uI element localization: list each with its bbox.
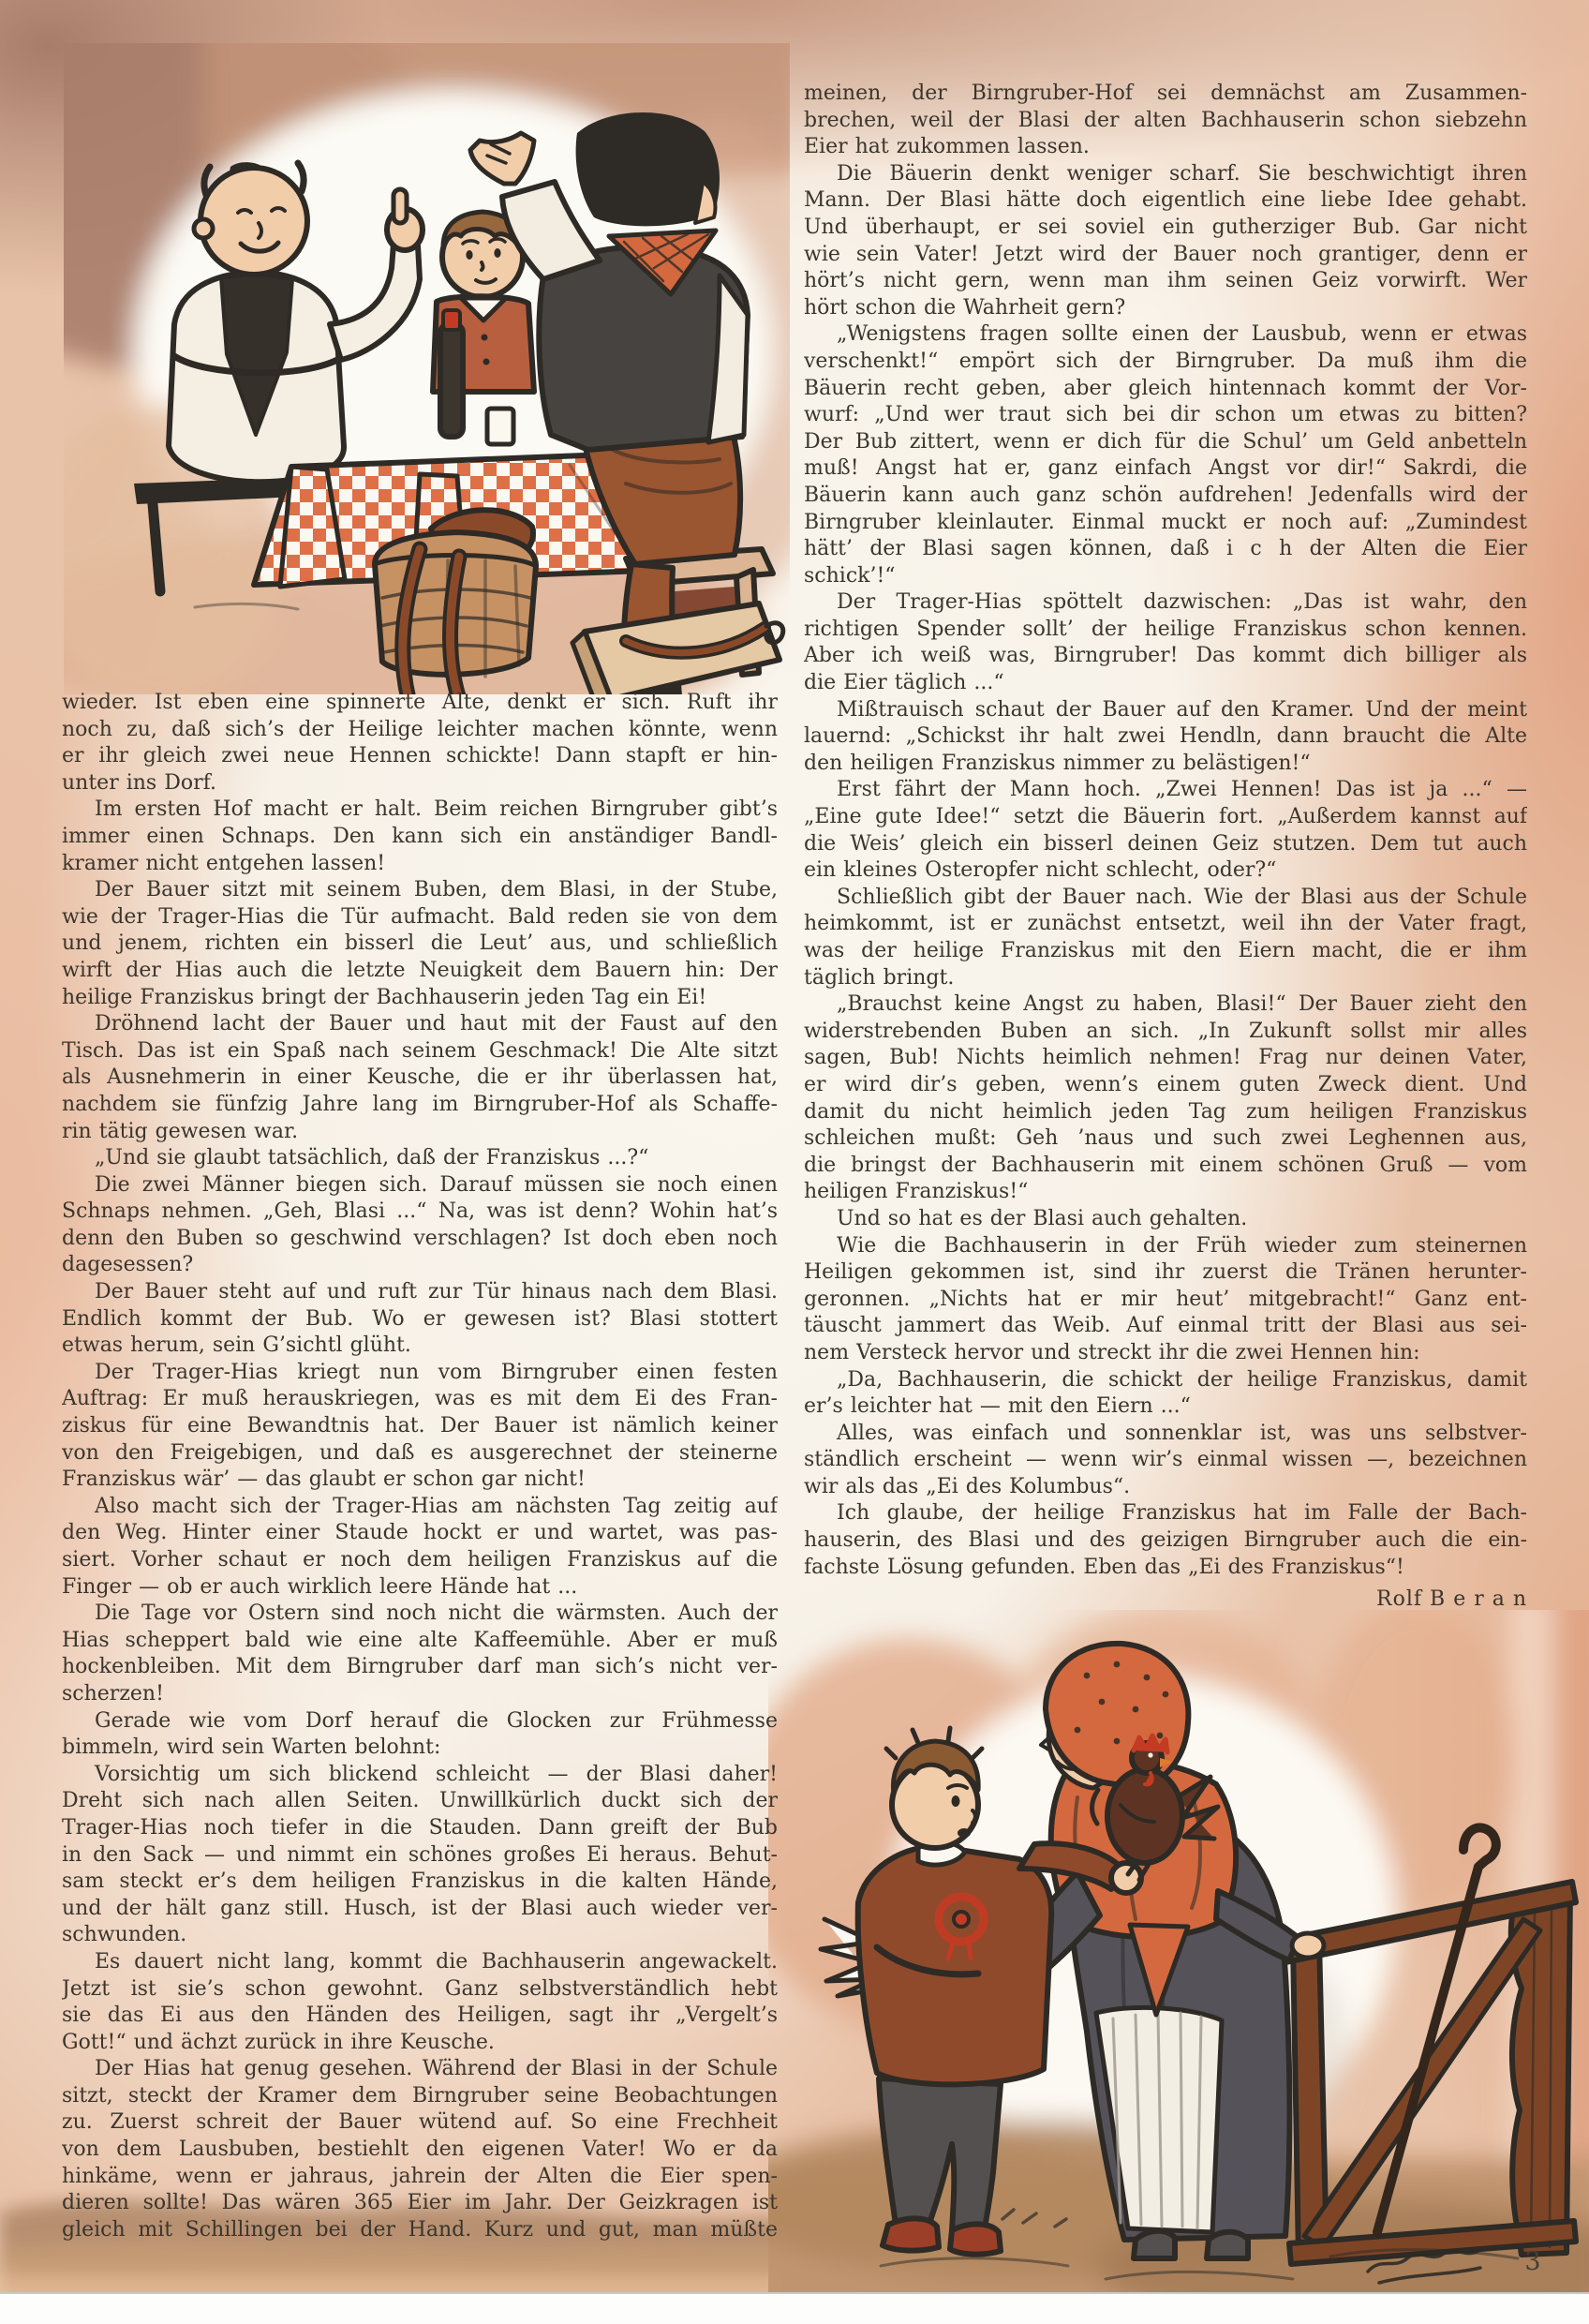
text-line: den heiligen Franziskus nimmer zu belästigen!“ — [804, 751, 1311, 775]
text-line: sam steckt er’s dem heiligen Franziskus in die kalten Hände, — [62, 1870, 778, 1894]
text-line: lauernd: „Schickst ihr halt zwei Hendln, dann braucht die Alte — [804, 724, 1527, 749]
text-line: Gerade wie vom Dorf herauf die Glocken zur Frühmesse — [95, 1708, 778, 1733]
text-line: Auftrag: Er muß herauskriegen, was es mit dem Ei des Fran- — [62, 1387, 778, 1411]
text-line: Tisch. Das ist ein Spaß nach seinem Geschmack! Die Alte sitzt — [62, 1038, 778, 1063]
text-line: heilige Franziskus bringt der Bachhauserin jeden Tag ein Ei! — [62, 985, 707, 1009]
text-line: Die Bäuerin denkt weniger scharf. Sie beschwichtigt ihren — [837, 161, 1527, 186]
text-line: Mißtrauisch schaut der Bauer auf den Kramer. Und der meint — [837, 697, 1527, 722]
text-line: Finger — ob er auch wirklich leere Hände hat ... — [62, 1574, 578, 1599]
text-line: wie der Trager-Hias die Tür aufmacht. Bald reden sie von dem — [62, 904, 778, 929]
text-line: immer einen Schnaps. Den kann sich ein anständiger Bandl- — [62, 824, 778, 848]
text-line: Es dauert nicht lang, kommt die Bachhauserin angewackelt. — [95, 1949, 778, 1974]
text-line: Der Trager-Hias spöttelt dazwischen: „Das ist wahr, den — [837, 590, 1527, 615]
text-line: und der hält ganz still. Husch, ist der Blasi auch wieder ver- — [62, 1896, 778, 1920]
text-line: fachste Lösung gefunden. Eben das „Ei des Franziskus“! — [804, 1555, 1404, 1579]
text-line: Erst fährt der Mann hoch. „Zwei Hennen! Das ist ja ...“ — — [837, 778, 1527, 802]
text-line: Und so hat es der Blasi auch gehalten. — [837, 1206, 1248, 1230]
text-line: geronnen. „Nichts hat er mir heut’ mitgebracht!“ Ganz ent- — [804, 1287, 1527, 1311]
text-line: „Brauchst keine Angst zu haben, Blasi!“ Der Bauer zieht den — [837, 992, 1527, 1017]
text-line: den Weg. Hinter einer Staude hockt er und wartet, was pas- — [62, 1521, 778, 1545]
page-number: 3 — [1524, 2247, 1541, 2276]
text-line: Alles, was einfach und sonnenklar ist, was uns selbstver- — [837, 1421, 1527, 1445]
text-line: wir als das „Ei des Kolumbus“. — [804, 1474, 1131, 1498]
text-line: unter ins Dorf. — [62, 770, 216, 795]
text-line: Der Bauer steht auf und ruft zur Tür hinaus nach dem Blasi. — [95, 1280, 778, 1304]
text-line: hauserin, des Blasi und des geizigen Birngruber auch die ein- — [804, 1528, 1527, 1553]
text-line: sitzt, steckt der Kramer dem Birngruber seine Beobachtungen — [62, 2083, 778, 2108]
text-line: noch zu, daß sich’s der Heilige leichter machen könnte, wenn — [62, 717, 778, 741]
text-line: was der heilige Franziskus mit den Eiern macht, die er ihm — [804, 939, 1527, 962]
text-line: dieren sollte! Das wären 365 Eier im Jahr. Der Geizkragen ist — [62, 2191, 778, 2215]
text-line: schick’!“ — [804, 563, 896, 588]
text-line: von dem Lausbuben, bestiehlt den eigenen Vater! Wo er da — [62, 2138, 778, 2162]
text-line: Im ersten Hof macht er halt. Beim reichen Birngruber gibt’s — [95, 797, 778, 822]
text-line: „Wenigstens fragen sollte einen der Lausbub, wenn er etwas — [837, 322, 1527, 347]
text-line: richtigen Spender sollt’ der heilige Franziskus schon kennen. — [804, 617, 1527, 641]
text-line: „Da, Bachhauserin, die schickt der heilige Franziskus, damit — [837, 1367, 1527, 1392]
text-line: widerstrebenden Buben an sich. „In Zukunft sollst mir alles — [804, 1019, 1527, 1043]
text-line: Eier hat zukommen lassen. — [804, 135, 1090, 159]
text-line: Aber ich weiß was, Birngruber! Das kommt dich billiger als — [804, 644, 1527, 668]
text-line: ständlich erscheint — wenn wir’s einmal wissen —, bezeichnen — [804, 1448, 1527, 1472]
text-line: die Eier täglich ...“ — [804, 671, 1004, 695]
text-line: rin tätig gewesen war. — [62, 1119, 299, 1143]
text-line: etwas herum, sein G’sichtl glüht. — [62, 1333, 411, 1358]
text-line: verschenkt!“ empört sich der Birngruber. Da muß ihm die — [804, 349, 1527, 373]
text-line: Der Hias hat genug gesehen. Während der Blasi in der Schule — [95, 2057, 778, 2081]
text-line: Dröhnend lacht der Bauer und haut mit der Faust auf den — [95, 1012, 778, 1036]
text-line: und jenem, richten ein bisserl die Leut’ aus, und schließlich — [62, 931, 778, 956]
text-line: gleich mit Schillingen bei der Hand. Kurz und gut, man müßte — [62, 2217, 778, 2242]
text-line: Wie die Bachhauserin in der Früh wieder zum steinernen — [837, 1233, 1527, 1258]
right-text-column — [804, 81, 1527, 1581]
author-signature: Rolf B e r a n — [1376, 1587, 1527, 1611]
text-line: brechen, weil der Blasi der alten Bachhauserin schon siebzehn — [804, 108, 1527, 132]
text-line: Bäuerin kann auch ganz schön aufdrehen! Jedenfalls wird der — [804, 483, 1527, 507]
text-line: Jetzt ist sie’s schon gewohnt. Ganz selbstverständlich hebt — [62, 1976, 778, 2001]
text-line: Ich glaube, der heilige Franziskus hat im Falle der Bach- — [837, 1501, 1527, 1526]
text-line: wurf: „Und wer traut sich bei dir schon um etwas zu bitten? — [804, 403, 1527, 427]
text-line: täglich bringt. — [804, 965, 955, 990]
text-line: Die zwei Männer biegen sich. Darauf müssen sie noch einen — [95, 1172, 778, 1197]
bottom-scan-margin — [0, 2292, 1589, 2324]
text-line: Gott!“ und ächzt zurück in ihre Keusche. — [62, 2030, 495, 2054]
text-line: wieder. Ist eben eine spinnerte Alte, denkt er sich. Ruft ihr — [62, 691, 778, 714]
text-line: „Eine gute Idee!“ setzt die Bäuerin fort. „Außerdem kannst auf — [804, 805, 1527, 829]
text-line: Franziskus wär’ — das glaubt er schon gar nicht! — [62, 1467, 586, 1492]
text-line: Vorsichtig um sich blickend schleicht — der Blasi daher! — [95, 1762, 778, 1786]
text-line: Und überhaupt, er sei soviel ein gutherziger Bub. Gar nicht — [804, 215, 1527, 239]
text-line: Mann. Der Blasi hätte doch eigentlich eine liebe Idee gehabt. — [804, 188, 1527, 213]
text-line: Schnaps nehmen. „Geh, Blasi ...“ Na, was ist denn? Wohin hat’s — [62, 1199, 778, 1224]
text-line: damit du nicht heimlich jeden Tag zum heiligen Franziskus — [804, 1099, 1527, 1124]
text-line: hinkäme, wenn er jahraus, jahrein der Alten die Eier spen- — [62, 2164, 778, 2188]
text-line: die Weis’ gleich ein bisserl deinen Geiz stutzen. Dem tut auch — [804, 831, 1527, 856]
text-line: ein kleines Osteropfer nicht schlecht, oder?“ — [804, 858, 1277, 883]
text-line: nachdem sie fünfzig Jahre lang im Birngruber-Hof als Schaffe- — [62, 1092, 778, 1116]
text-line: Trager-Hias noch tiefer in die Stauden. Dann greift der Bub — [62, 1815, 778, 1840]
text-line: Dreht sich nach allen Seiten. Unwillkürlich duckt sich der — [62, 1789, 778, 1813]
text-line: scherzen! — [62, 1681, 164, 1706]
text-line: er wird dir’s geben, wenn’s einem guten Zweck dient. Und — [804, 1072, 1527, 1096]
text-line: Bäuerin recht geben, aber gleich hintennach kommt der Vor- — [804, 376, 1527, 400]
text-line: sie das Ei aus den Händen des Heiligen, sagt ihr „Vergelt’s — [62, 2004, 778, 2028]
text-line: wie sein Vater! Jetzt wird der Bauer noch grantiger, denn er — [804, 242, 1527, 266]
text-line: täuscht jammert das Weib. Auf einmal tritt der Blasi aus sei- — [804, 1314, 1527, 1338]
text-line: Hias scheppert bald wie eine alte Kaffeemühle. Aber er muß — [62, 1628, 778, 1652]
text-line: Endlich kommt der Bub. Wo er gewesen ist? Blasi stottert — [62, 1306, 778, 1331]
text-line: hockenbleiben. Mit dem Birngruber darf man sich’s nicht ver- — [62, 1655, 778, 1679]
text-line: Der Trager-Hias kriegt nun vom Birngruber einen festen — [95, 1360, 778, 1384]
text-line: schwunden. — [62, 1923, 187, 1947]
text-line: dagesessen? — [62, 1253, 194, 1277]
text-line: nem Versteck hervor und streckt ihr die zwei Hennen hin: — [804, 1340, 1420, 1364]
text-line: hätt’ der Blasi sagen können, daß i c h der Alten die Eier — [804, 537, 1527, 561]
bottom-illustration — [768, 1610, 1589, 2308]
top-illustration — [64, 43, 790, 694]
text-line: von den Freigebigen, und daß es ausgerechnet der steinerne — [62, 1440, 778, 1465]
text-line: Schließlich gibt der Bauer nach. Wie der Blasi aus der Schule — [837, 885, 1527, 909]
text-line: Birngruber kleinlauter. Einmal muckt er noch auf: „Zumindest — [804, 510, 1527, 534]
text-line: bimmeln, wird sein Warten belohnt: — [62, 1736, 441, 1760]
text-line: kramer nicht entgehen lassen! — [62, 851, 386, 875]
text-line: siert. Vorher schaut er noch dem heiligen Franziskus auf die — [62, 1548, 778, 1572]
text-line: er’s leichter hat — mit den Eiern ...“ — [804, 1394, 1191, 1419]
text-line: Der Bauer sitzt mit seinem Buben, dem Blasi, in der Stube, — [95, 878, 778, 902]
text-line: Die Tage vor Ostern sind noch nicht die wärmsten. Auch der — [95, 1601, 778, 1626]
text-line: schleichen mußt: Geh ’naus und such zwei Leghennen aus, — [804, 1126, 1527, 1151]
text-line: heimkommt, ist er zunächst entsetzt, weil ihn der Vater fragt, — [804, 912, 1527, 936]
text-line: muß! Angst hat er, ganz einfach Angst vor dir!“ Sakrdi, die — [804, 456, 1527, 481]
text-line: die bringst der Bachhauserin mit einem schönen Gruß — vom — [804, 1153, 1527, 1177]
text-line: Der Bub zittert, wenn er dich für die Schul’ um Geld anbetteln — [804, 429, 1527, 454]
text-line: er ihr gleich zwei neue Hennen schickte! Dann stapft er hin- — [62, 744, 778, 768]
text-line: ziskus für eine Bewandtnis hat. Der Bauer ist nämlich keiner — [62, 1414, 778, 1438]
left-text-column — [62, 690, 778, 2243]
text-line: in den Sack — und nimmt ein schönes großes Ei heraus. Behut- — [62, 1842, 778, 1867]
text-line: Heiligen gekommen ist, sind ihr zuerst die Tränen herunter- — [804, 1260, 1527, 1285]
text-line: denn den Buben so geschwind verschlagen? Ist doch eben noch — [62, 1226, 778, 1250]
text-line: „Und sie glaubt tatsächlich, daß der Franziskus ...?“ — [95, 1146, 649, 1170]
text-line: als Ausnehmerin in einer Keusche, die er ihr überlassen hat, — [62, 1065, 778, 1090]
text-line: sagen, Bub! Nichts heimlich nehmen! Frag nur deinen Vater, — [804, 1046, 1527, 1070]
text-line: hört’s nicht gern, wenn man ihm seinen Geiz vorwirft. Wer — [804, 269, 1527, 293]
text-line: hört schon die Wahrheit gern? — [804, 295, 1126, 320]
text-line: wirft der Hias auch die letzte Neuigkeit dem Bauern hin: Der — [62, 958, 778, 982]
text-line: zu. Zuerst schreit der Bauer wütend auf. So eine Frechheit — [62, 2110, 778, 2135]
text-line: heiligen Franziskus!“ — [804, 1180, 1029, 1204]
text-line: meinen, der Birngruber-Hof sei demnächst am Zusammen- — [804, 82, 1527, 105]
text-line: Also macht sich der Trager-Hias am nächsten Tag zeitig auf — [95, 1494, 778, 1518]
